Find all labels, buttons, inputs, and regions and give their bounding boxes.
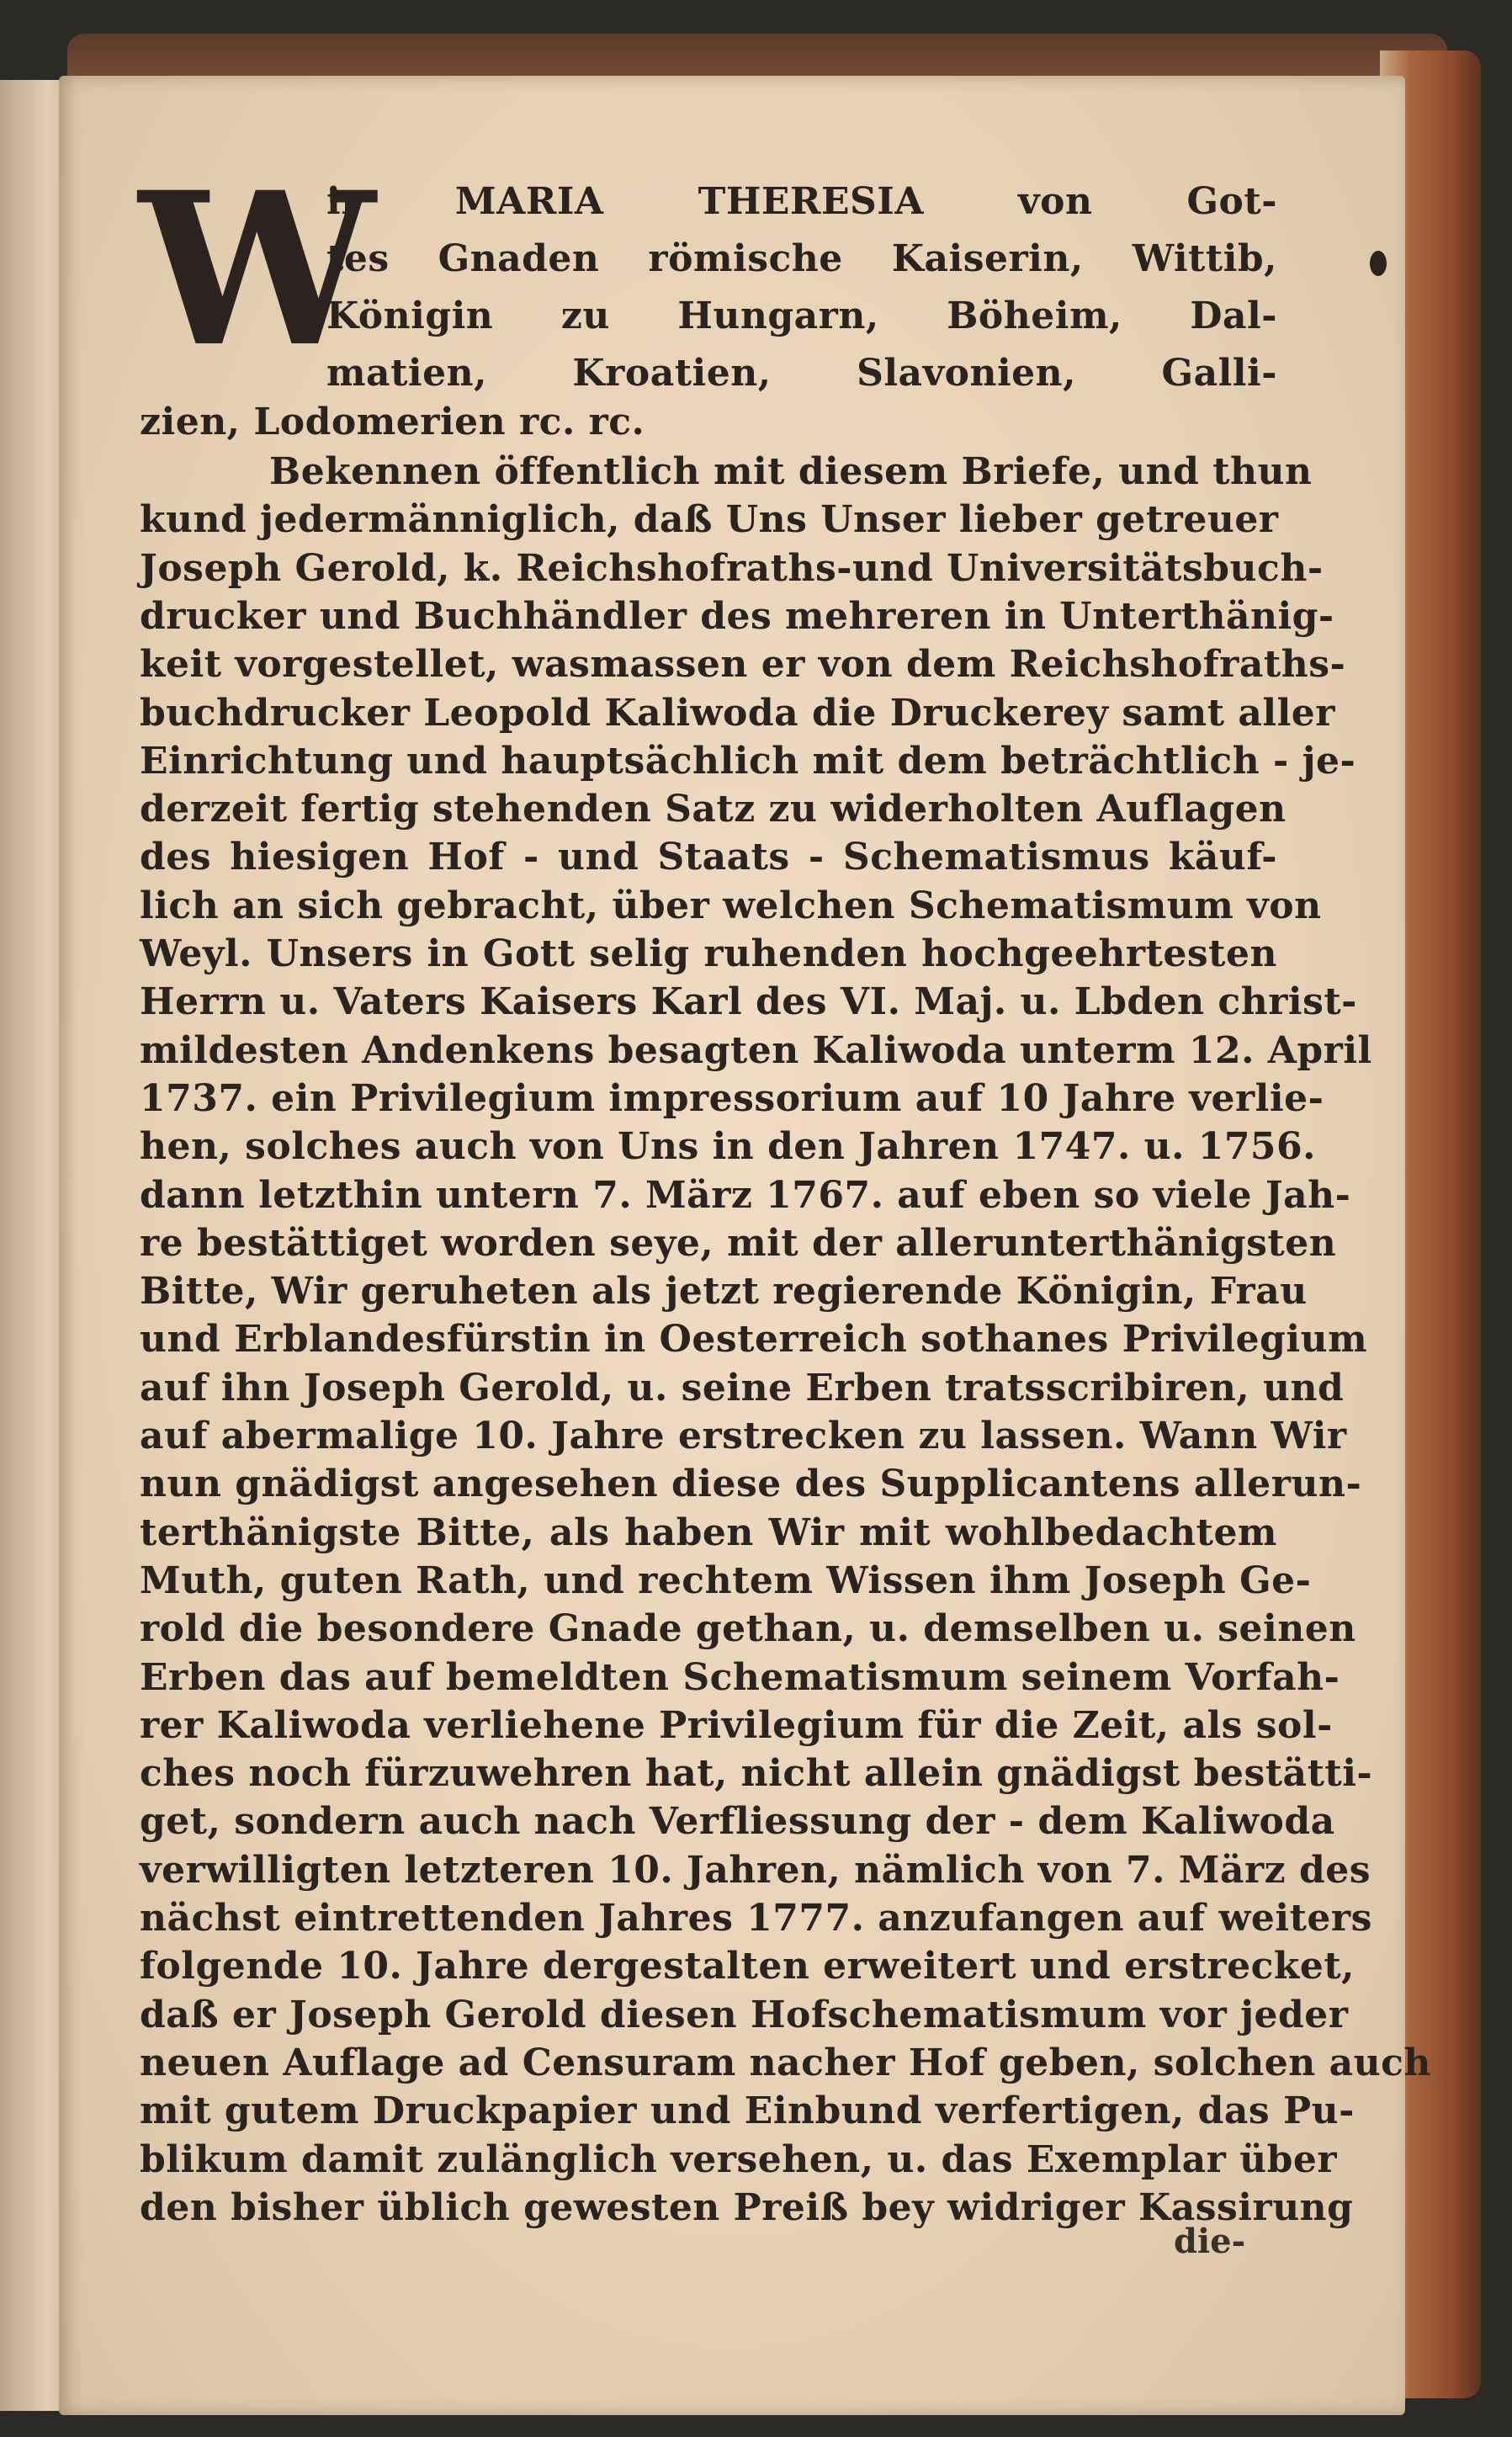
text-line: Joseph Gerold, k. Reichshofraths-und Universitätsbuch- <box>140 546 1324 590</box>
drop-cap: W <box>139 146 375 393</box>
text-line: Einrichtung und hauptsächlich mit dem beträchtlich - je- <box>140 739 1356 783</box>
text-line: dann letzthin untern 7. März 1767. auf eben so viele Jah- <box>140 1173 1351 1217</box>
text-line: re bestättiget worden seye, mit der allerunterthänigsten <box>140 1221 1337 1265</box>
text-line: neuen Auflage ad Censuram nacher Hof geben, solchen auch <box>140 2041 1431 2084</box>
text-line: auf ihn Joseph Gerold, u. seine Erben tratsscribiren, und <box>140 1366 1345 1410</box>
text-line: kund jedermänniglich, daß Uns Unser lieber getreuer <box>140 498 1279 542</box>
text-line: blikum damit zulänglich versehen, u. das Exemplar über <box>140 2137 1338 2181</box>
text-line: mildesten Andenkens besagten Kaliwoda unterm 12. April <box>140 1028 1372 1072</box>
text-line: des hiesigen Hof - und Staats - Schematismus käuf- <box>140 836 1277 879</box>
text-line: daß er Joseph Gerold diesen Hofschematismum vor jeder <box>140 1993 1349 2036</box>
text-line: Erben das auf bemeldten Schematismum seinem Vorfah- <box>140 1655 1340 1699</box>
text-line: derzeit fertig stehenden Satz zu widerholten Auflagen <box>140 788 1287 831</box>
text-line: buchdrucker Leopold Kaliwoda die Druckerey samt aller <box>140 691 1335 735</box>
text-line: lich an sich gebracht, über welchen Schematismum von <box>140 884 1322 927</box>
text-line: terthänigste Bitte, als haben Wir mit wohlbedachtem <box>140 1511 1277 1554</box>
text-line: Weyl. Unsers in Gott selig ruhenden hochgeehrtesten <box>140 932 1277 975</box>
heading-line: matien, Kroatien, Slavonien, Galli- <box>326 352 1277 395</box>
text-line: Bitte, Wir geruheten als jetzt regierende Königin, Frau <box>140 1270 1308 1314</box>
text-line: get, sondern auch nach Verfliessung der - dem Kaliwoda <box>140 1800 1335 1844</box>
text-line: drucker und Buchhändler des mehreren in Unterthänig- <box>140 594 1334 638</box>
text-line: nun gnädigst angesehen diese des Supplicantens allerun- <box>140 1463 1362 1506</box>
text-line: rold die besondere Gnade gethan, u. demselben u. seinen <box>140 1607 1356 1651</box>
text-line: hen, solches auch von Uns in den Jahren 1747. u. 1756. <box>140 1125 1316 1169</box>
text-line: den bisher üblich gewesten Preiß bey widriger Kassirung <box>140 2185 1354 2229</box>
catchword: die- <box>1174 2222 1246 2261</box>
text-line: Muth, guten Rath, und rechtem Wissen ihm Joseph Ge- <box>140 1558 1312 1602</box>
text-line: Bekennen öffentlich mit diesem Briefe, und thun <box>269 450 1313 493</box>
text-line: verwilligten letzteren 10. Jahren, nämlich von 7. März des <box>140 1848 1371 1892</box>
text-line: 1737. ein Privilegium impressorium auf 10 Jahre verlie- <box>140 1076 1324 1120</box>
text-line: ches noch fürzuwehren hat, nicht allein gnädigst bestätti- <box>140 1752 1373 1796</box>
heading-last-line: zien, Lodomerien rc. rc. <box>140 401 645 443</box>
text-line: und Erblandesfürstin in Oesterreich sothanes Privilegium <box>140 1318 1368 1362</box>
heading-line: ir MARIA THERESIA von Got- <box>326 180 1277 223</box>
text-line: nächst eintrettenden Jahres 1777. anzufangen auf weiters <box>140 1897 1372 1940</box>
heading-line: Königin zu Hungarn, Böheim, Dal- <box>326 295 1277 337</box>
text-line: keit vorgestellet, wasmassen er von dem Reichshofraths- <box>140 643 1346 687</box>
text-line: auf abermalige 10. Jahre erstrecken zu lassen. Wann Wir <box>140 1415 1347 1457</box>
text-line: Herrn u. Vaters Kaisers Karl des VI. Maj. u. Lbden christ- <box>140 980 1357 1024</box>
text-line: folgende 10. Jahre dergestalten erweitert und erstrecket, <box>140 1945 1355 1988</box>
text-line: mit gutem Druckpapier und Einbund verfertigen, das Pu- <box>140 2089 1355 2133</box>
text-line: rer Kaliwoda verliehene Privilegium für die Zeit, als sol- <box>140 1703 1333 1747</box>
heading-line: tes Gnaden römische Kaiserin, Wittib, <box>326 237 1277 280</box>
